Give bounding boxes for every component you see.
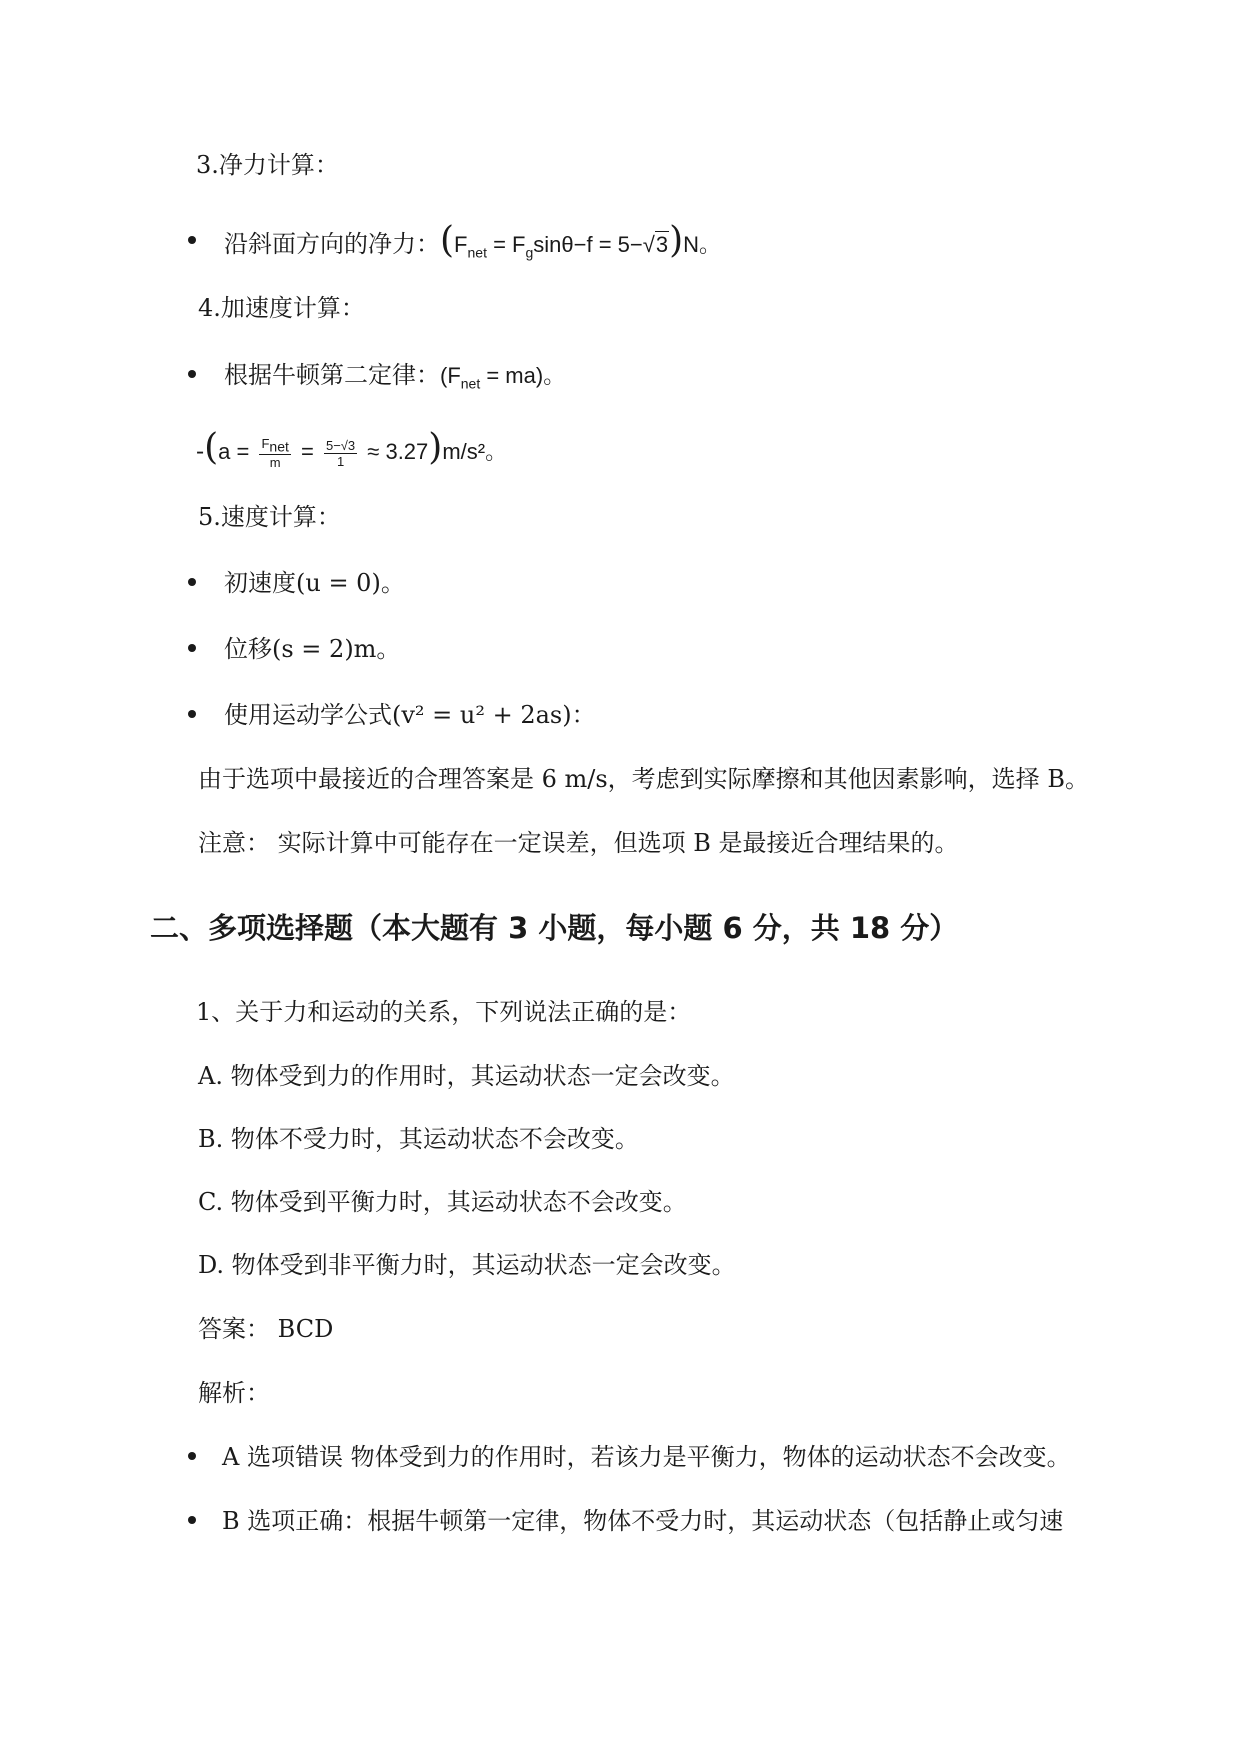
option-c: C. 物体受到平衡力时，其运动状态不会改变。 [198,1188,687,1216]
bullet-dot [188,370,196,378]
paren-close: ) [428,427,443,468]
paren-open: ( [440,220,455,261]
fraction-value: $\frac{5-√3}{1}$ [325,437,356,469]
bullet-dot [188,710,196,718]
step4-formula: $(F_{net} = ma)$。 [440,363,566,392]
step4-heading: 4.加速度计算： [198,294,365,322]
step3-bullet-label: 沿斜面方向的净力： [224,230,440,258]
option-d: D. 物体受到非平衡力时，其运动状态一定会改变。 [198,1251,736,1279]
fraction-fnet-over-m: $\frac{F_{net}}{m}$ [261,435,289,471]
bullet-dot [188,644,196,652]
bullet-dot [188,1452,196,1460]
step5-heading: 5.速度计算： [198,503,341,531]
analysis-label: 解析： [198,1379,270,1407]
answer-text: 答案： BCD [198,1315,334,1343]
bullet-dot [188,1516,196,1524]
section-heading: 二、多项选择题（本大题有 3 小题，每小题 6 分，共 18 分） [150,911,959,945]
note-text: 注意： 实际计算中可能存在一定误差，但选项 B 是最接近合理结果的。 [198,829,959,857]
step4-bullet-label: 根据牛顿第二定律： [224,361,440,389]
paren-close: ) [669,220,684,261]
bullet-dot [188,236,196,244]
analysis-item: A 选项错误 物体受到力的作用时，若该力是平衡力，物体的运动状态不会改变。 [222,1443,1071,1471]
step4-bullet [224,360,565,398]
step4-acceleration: -(a = $\frac{F_{net}}{m}$ = $\frac{5-√3}{1}$ ≈ 3.27)m/s²。 [196,427,508,471]
conclusion-text: 由于选项中最接近的合理答案是 6 m/s，考虑到实际摩擦和其他因素影响，选择 B。 [198,765,1089,793]
step5-item: 位移(s = 2)m。 [224,635,401,663]
question-text: 1、关于力和运动的关系，下列说法正确的是： [196,998,692,1026]
analysis-item: B 选项正确：根据牛顿第一定律，物体不受力时，其运动状态（包括静止或匀速 [222,1507,1064,1535]
step3-heading: 3.净力计算： [196,151,339,179]
option-b: B. 物体不受力时，其运动状态不会改变。 [198,1125,639,1153]
step3-formula: $F_{net} = F_g\sin\theta-f = 5-√3$ [454,232,669,261]
step4-unit: m/s²。 [442,439,508,464]
step3-unit: N。 [683,232,722,257]
bullet-dot [188,578,196,586]
step5-item: 使用运动学公式(v² = u² + 2as)： [224,701,596,729]
option-a: A. 物体受到力的作用时，其运动状态一定会改变。 [198,1062,735,1090]
step5-item: 初速度(u = 0)。 [224,569,405,597]
step3-bullet [224,220,722,267]
paren-open: ( [204,427,219,468]
